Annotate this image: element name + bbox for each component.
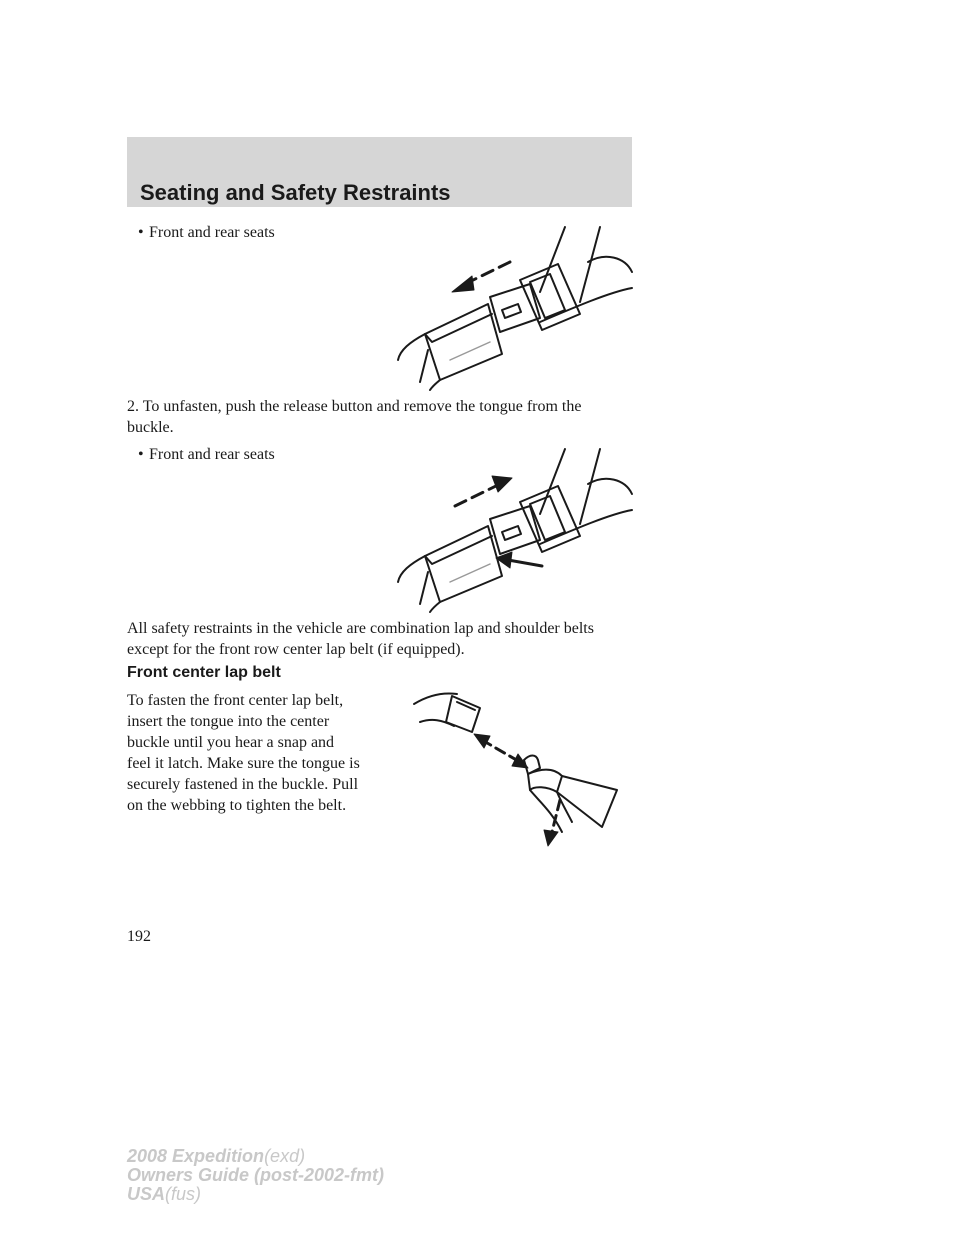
remove-arrow-head [492,476,512,492]
bullet-text: Front and rear seats [149,446,275,463]
webbing-edge [580,227,600,302]
paragraph-line: buckle until you hear a snap and [127,734,335,751]
buckle-highlight [450,342,490,360]
buckle-housing [528,770,562,792]
section-title: Seating and Safety Restraints [140,180,451,205]
webbing-edge [540,510,632,544]
belt-fasten-illustration [380,222,640,392]
footer-model: 2008 Expedition [127,1146,265,1166]
footer-model-code: (exd) [264,1146,306,1166]
buckle-strap [430,380,440,390]
webbing-edge [588,479,632,494]
latch-slot [530,274,565,318]
paragraph-line: except for the front row center lap belt (if equipped). [127,641,465,658]
remove-arrow-line [455,484,500,506]
bullet-item [138,444,275,465]
buckle-highlight [450,564,490,582]
paragraph-line: All safety restraints in the vehicle are combination lap and shoulder belts [127,620,594,637]
lap-belt-heading: Front center lap belt [127,664,281,681]
bullet-icon: • [138,224,144,241]
tongue-edge [457,702,475,710]
paragraph-line: insert the tongue into the center [127,713,330,730]
connect-arrow-head [474,734,490,748]
buckle-strap [420,350,428,382]
bullet-text: Front and rear seats [149,224,275,241]
buckle-strap [398,334,425,360]
paragraph-line: buckle. [127,419,174,436]
latch-slot [530,496,565,540]
document-footer [127,1147,384,1204]
tongue-hole [502,526,521,540]
buckle-strap [557,776,617,827]
paragraph-line: 2. To unfasten, push the release button and remove the tongue from the [127,398,582,415]
footer-market-code: (fus) [165,1184,202,1204]
paragraph-line: feel it latch. Make sure the tongue is [127,755,360,772]
footer-market: USA [127,1184,166,1204]
tighten-arrow-head [544,830,558,846]
footer-guide: Owners Guide (post-2002-fmt) [127,1165,385,1185]
footer-line-market [127,1185,384,1204]
bullet-icon: • [138,446,144,463]
footer-line-model [127,1147,384,1166]
paragraph-line: To fasten the front center lap belt, [127,692,344,709]
buckle-strap [430,602,440,612]
buckle-strap [420,572,428,604]
paragraph-line: on the webbing to tighten the belt. [127,797,347,814]
belt-unfasten-illustration [380,444,640,614]
lap-belt-illustration [412,682,632,852]
webbing-edge [588,257,632,272]
release-arrow-line [508,560,542,566]
webbing-edge [580,449,600,524]
bullet-item [138,222,275,243]
webbing-edge [540,288,632,322]
belt-tongue [446,696,480,732]
buckle-strap [398,556,425,582]
page-number: 192 [127,928,151,945]
insert-arrow-head [452,276,474,292]
paragraph-line: securely fastened in the buckle. Pull [127,776,359,793]
tongue-hole [502,304,521,318]
connect-arrow-line [482,740,520,762]
